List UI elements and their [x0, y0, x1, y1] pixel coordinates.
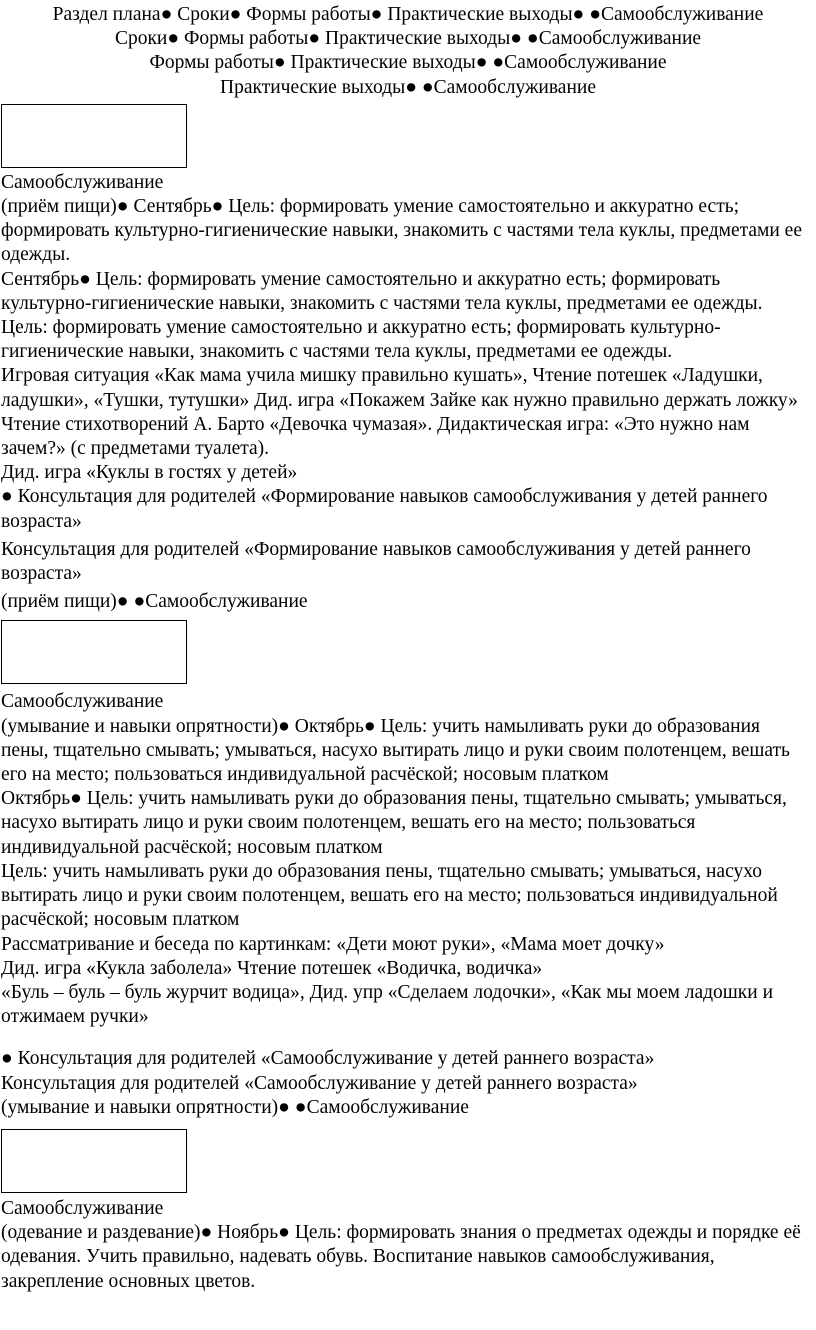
paragraph: Сентябрь● Цель: формировать умение самостоятельно и аккуратно есть; формировать культурно-гигиенические навыки, знакомить с частями тела куклы, предметами ее одежды. [1, 268, 763, 314]
section-title: Самообслуживание [1, 171, 164, 193]
empty-table-cell [1, 1129, 187, 1193]
header-line-3: Формы работы● Практические выходы● ●Самообслуживание [149, 52, 667, 74]
paragraph: Игровая ситуация «Как мама учила мишку правильно кушать», Чтение потешек «Ладушки, ладушки», «Тушки, тутушки» Дид. игра «Покажем Зайке как нужно правильно держать ложку» [1, 365, 798, 411]
empty-table-cell [1, 104, 187, 168]
paragraph: Дид. игра «Куклы в гостях у детей» [1, 462, 298, 484]
header-line-4: Практические выходы● ●Самообслуживание [219, 76, 596, 98]
header-line-2: Сроки● Формы работы● Практические выходы● ●Самообслуживание [114, 28, 702, 50]
paragraph: (умывание и навыки опрятности)● ●Самообслуживание [1, 1096, 469, 1118]
paragraph: Консультация для родителей «Формирование навыков самообслуживания у детей раннего возраста» [1, 538, 751, 585]
paragraph: Октябрь● Цель: учить намыливать руки до образования пены, тщательно смывать; умываться, насухо вытирать лицо и руки своим полотенцем, вешать его на место; пользоваться индивидуальной расчёской; носовым платком [1, 788, 787, 858]
section-title: Самообслуживание [1, 691, 164, 713]
header-line-1: Раздел плана● Сроки● Формы работы● Практические выходы● ●Самообслуживание [52, 4, 764, 25]
paragraph: Цель: учить намыливать руки до образования пены, тщательно смывать; умываться, насухо вытирать лицо и руки своим полотенцем, вешать его на место; пользоваться индивидуальной расчёской; носовым платком [1, 860, 778, 931]
paragraph: (приём пищи)● Сентябрь● Цель: формировать умение самостоятельно и аккуратно есть; формировать культурно-гигиенические навыки, знакомить с частями тела куклы, предметами ее одежды. [1, 196, 802, 266]
paragraph: (приём пищи)● ●Самообслуживание [1, 591, 308, 613]
paragraph: Цель: формировать умение самостоятельно и аккуратно есть; формировать культурно-гигиенические навыки, знакомить с частями тела куклы, предметами ее одежды. [1, 317, 721, 363]
paragraph: (умывание и навыки опрятности)● Октябрь● Цель: учить намыливать руки до образования пены, тщательно смывать; умываться, насухо вытирать лицо и руки своим полотенцем, вешать его на место; пользоваться индивидуальной расчёской; носовым платком [1, 715, 790, 786]
paragraph: (одевание и раздевание)● Ноябрь● Цель: формировать знания о предметах одежды и порядке её одевания. Учить правильно, надевать обувь. Воспитание навыков самообслуживания, закрепление основных цветов. [1, 1222, 801, 1292]
section-title: Самообслуживание [1, 1197, 164, 1219]
paragraph: Рассматривание и беседа по картинкам: «Дети моют руки», «Мама моет дочку» [1, 933, 665, 955]
paragraph: Дид. игра «Кукла заболела» Чтение потешек «Водичка, водичка» [1, 957, 543, 979]
paragraph: «Буль – буль – буль журчит водица», Дид. упр «Сделаем лодочки», «Как мы моем ладошки и отжимаем ручки» [1, 981, 774, 1028]
paragraph: Консультация для родителей «Самообслуживание у детей раннего возраста» [1, 1072, 638, 1094]
paragraph: Чтение стихотворений А. Барто «Девочка чумазая». Дидактическая игра: «Это нужно нам зачем?» (с предметами туалета). [1, 413, 750, 460]
empty-table-cell [1, 620, 187, 684]
paragraph: ● Консультация для родителей «Самообслуживание у детей раннего возраста» [1, 1048, 655, 1070]
paragraph: ● Консультация для родителей «Формирование навыков самообслуживания у детей раннего возраста» [1, 486, 768, 532]
